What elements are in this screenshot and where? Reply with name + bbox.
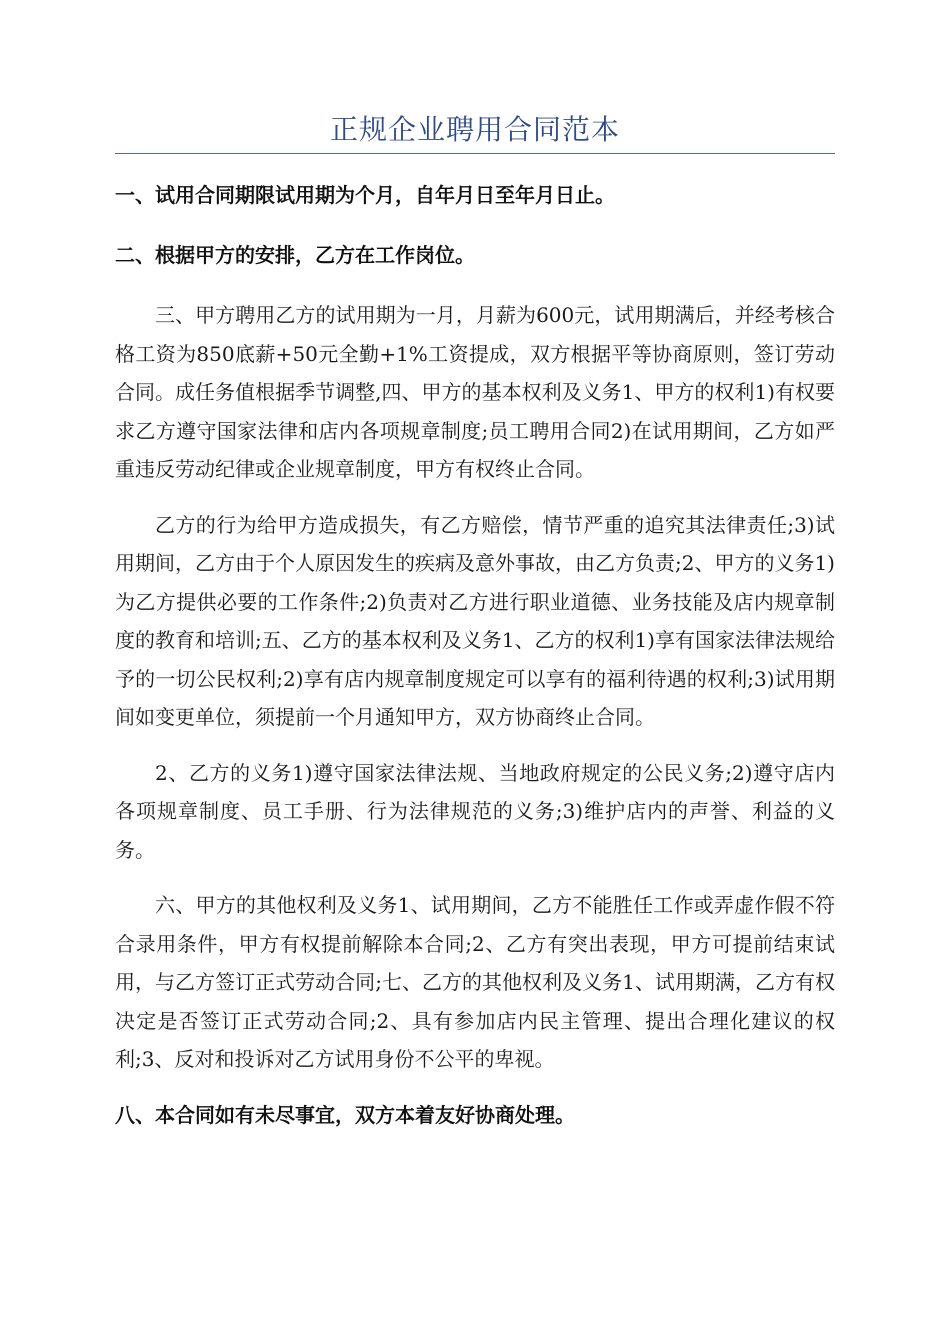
body-paragraph-2: 乙方的行为给甲方造成损失，有乙方赔偿，情节严重的追究其法律责任;3)试用期间，乙方由于个人原因发生的疾病及意外事故，由乙方负责;2、甲方的义务1)为乙方提供必要的工作条件;2)负责对乙方进行职业道德、业务技能及店内规章制度的教育和培训;五、乙方的基本权利及义务1、乙方的权利1)享有国家法律法规给予的一切公民权利;2)享有店内规章制度规定可以享有的福利待遇的权利;3)试用期间如变更单位，须提前一个月通知甲方，双方协商终止合同。 xyxy=(115,512,835,729)
section-heading-8: 八、本合同如有未尽事宜，双方本着友好协商处理。 xyxy=(115,1102,575,1127)
document-body xyxy=(115,176,835,1156)
body-paragraph-1: 三、甲方聘用乙方的试用期为一月，月薪为600元，试用期满后，并经考核合格工资为850底薪+50元全勤+1%工资提成，双方根据平等协商原则，签订劳动合同。成任务值根据季节调整,四、甲方的基本权利及义务1、甲方的权利1)有权要求乙方遵守国家法律和店内各项规章制度;员工聘用合同2)在试用期间，乙方如严重违反劳动纪律或企业规章制度，甲方有权终止合同。 xyxy=(115,303,835,481)
body-paragraph-3: 2、乙方的义务1)遵守国家法律法规、当地政府规定的公民义务;2)遵守店内各项规章制度、员工手册、行为法律规范的义务;3)维护店内的声誉、利益的义务。 xyxy=(115,760,835,862)
document-title: 正规企业聘用合同范本 xyxy=(329,113,620,146)
section-heading-2: 二、根据甲方的安排，乙方在工作岗位。 xyxy=(115,243,475,267)
section-heading-1: 一、试用合同期限试用期为个月，自年月日至年月日止。 xyxy=(115,183,615,207)
title-underline xyxy=(115,153,835,154)
body-paragraph-4: 六、甲方的其他权利及义务1、试用期间，乙方不能胜任工作或弄虚作假不符合录用条件，甲方有权提前解除本合同;2、乙方有突出表现，甲方可提前结束试用，与乙方签订正式劳动合同;七、乙方的其他权利及义务1、试用期满，乙方有权决定是否签订正式劳动合同;2、具有参加店内民主管理、提出合理化建议的权利;3、反对和投诉对乙方试用身份不公平的卑视。 xyxy=(115,893,835,1071)
